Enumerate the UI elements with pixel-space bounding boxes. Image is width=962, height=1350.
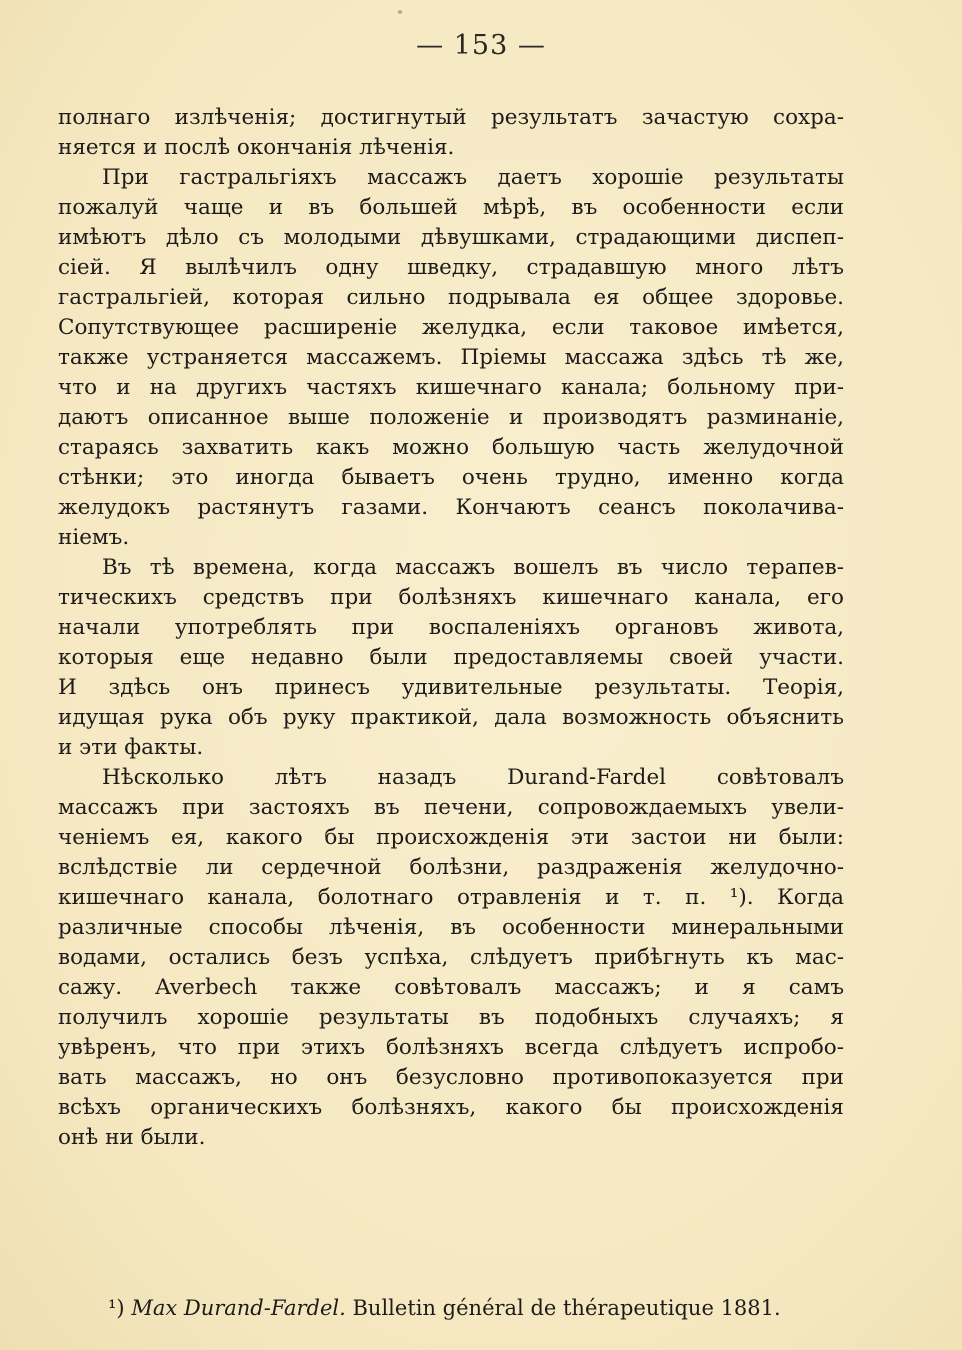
text-line: И здѣсь онъ принесъ удивительные результаты. Теорія, <box>58 675 844 700</box>
paragraph <box>58 163 844 553</box>
text-line: начали употреблять при воспаленіяхъ органовъ живота, <box>58 615 844 640</box>
paragraph <box>58 763 844 1153</box>
text-line: вать массажъ, но онъ безусловно противопоказуется при <box>58 1065 844 1090</box>
text-line: пожалуй чаще и въ большей мѣрѣ, въ особенности если <box>58 195 844 220</box>
text-line: массажъ при застояхъ въ печени, сопровождаемыхъ увели- <box>58 795 844 820</box>
text-line: стѣнки; это иногда бываетъ очень трудно, именно когда <box>58 465 844 490</box>
page-number: — 153 — <box>416 30 546 61</box>
text-line: ніемъ. <box>58 525 130 550</box>
text-line: кишечнаго канала, болотнаго отравленія и т. п. ¹). Когда <box>58 885 844 910</box>
body-text <box>58 103 844 1153</box>
paper-speck <box>398 10 402 14</box>
paragraph <box>58 553 844 763</box>
text-line: вслѣдствіе ли сердечной болѣзни, раздраженія желудочно- <box>58 855 844 880</box>
text-line: которыя еще недавно были предоставляемы своей участи. <box>58 645 844 670</box>
text-line: тическихъ средствъ при болѣзняхъ кишечнаго канала, его <box>58 585 844 610</box>
text-line: увѣренъ, что при этихъ болѣзняхъ всегда слѣдуетъ испробо- <box>58 1035 844 1060</box>
text-line: гастральгіей, которая сильно подрывала ея общее здоровье. <box>58 285 844 310</box>
footnote-marker: ¹) <box>108 1296 125 1320</box>
text-line: имѣютъ дѣло съ молодыми дѣвушками, страдающими диспеп- <box>58 225 844 250</box>
text-line: и эти факты. <box>58 735 204 760</box>
text-line: сажу. Averbech также совѣтовалъ массажъ; и я самъ <box>58 975 844 1000</box>
footnote <box>108 1296 868 1320</box>
text-line: желудокъ растянутъ газами. Кончаютъ сеансъ поколачива- <box>58 495 844 520</box>
text-line: Въ тѣ времена, когда массажъ вошелъ въ число терапев- <box>102 555 844 580</box>
text-line: получилъ хорошіе результаты въ подобныхъ случаяхъ; я <box>58 1005 844 1030</box>
text-line: стараясь захватить какъ можно большую часть желудочной <box>58 435 844 460</box>
text-line: Нѣсколько лѣтъ назадъ Durand-Fardel совѣтовалъ <box>102 765 844 790</box>
footnote-title: Bulletin général de thérapeutique 1881. <box>352 1296 781 1320</box>
text-line: сіей. Я вылѣчилъ одну шведку, страдавшую много лѣтъ <box>58 255 844 280</box>
text-line: ченіемъ ея, какого бы происхожденія эти застои ни были: <box>58 825 844 850</box>
footnote-author: Max Durand-Fardel. <box>131 1296 346 1320</box>
text-line: различные способы лѣченія, въ особенности минеральными <box>58 915 844 940</box>
text-line: няется и послѣ окончанія лѣченія. <box>58 135 455 160</box>
paragraph <box>58 103 844 163</box>
text-line: идущая рука объ руку практикой, дала возможность объяснить <box>58 705 844 730</box>
text-line: онѣ ни были. <box>58 1125 206 1150</box>
text-line: всѣхъ органическихъ болѣзняхъ, какого бы происхожденія <box>58 1095 844 1120</box>
text-line: даютъ описанное выше положеніе и производятъ разминаніе, <box>58 405 844 430</box>
text-line: также устраняется массажемъ. Пріемы массажа здѣсь тѣ же, <box>58 345 844 370</box>
text-line: что и на другихъ частяхъ кишечнаго канала; больному при- <box>58 375 844 400</box>
text-line: полнаго излѣченія; достигнутый результатъ зачастую сохра- <box>58 105 844 130</box>
text-line: водами, остались безъ успѣха, слѣдуетъ прибѣгнуть къ мас- <box>58 945 844 970</box>
text-line: Сопутствующее расширеніе желудка, если таковое имѣется, <box>58 315 844 340</box>
text-line: При гастральгіяхъ массажъ даетъ хорошіе результаты <box>102 165 844 190</box>
